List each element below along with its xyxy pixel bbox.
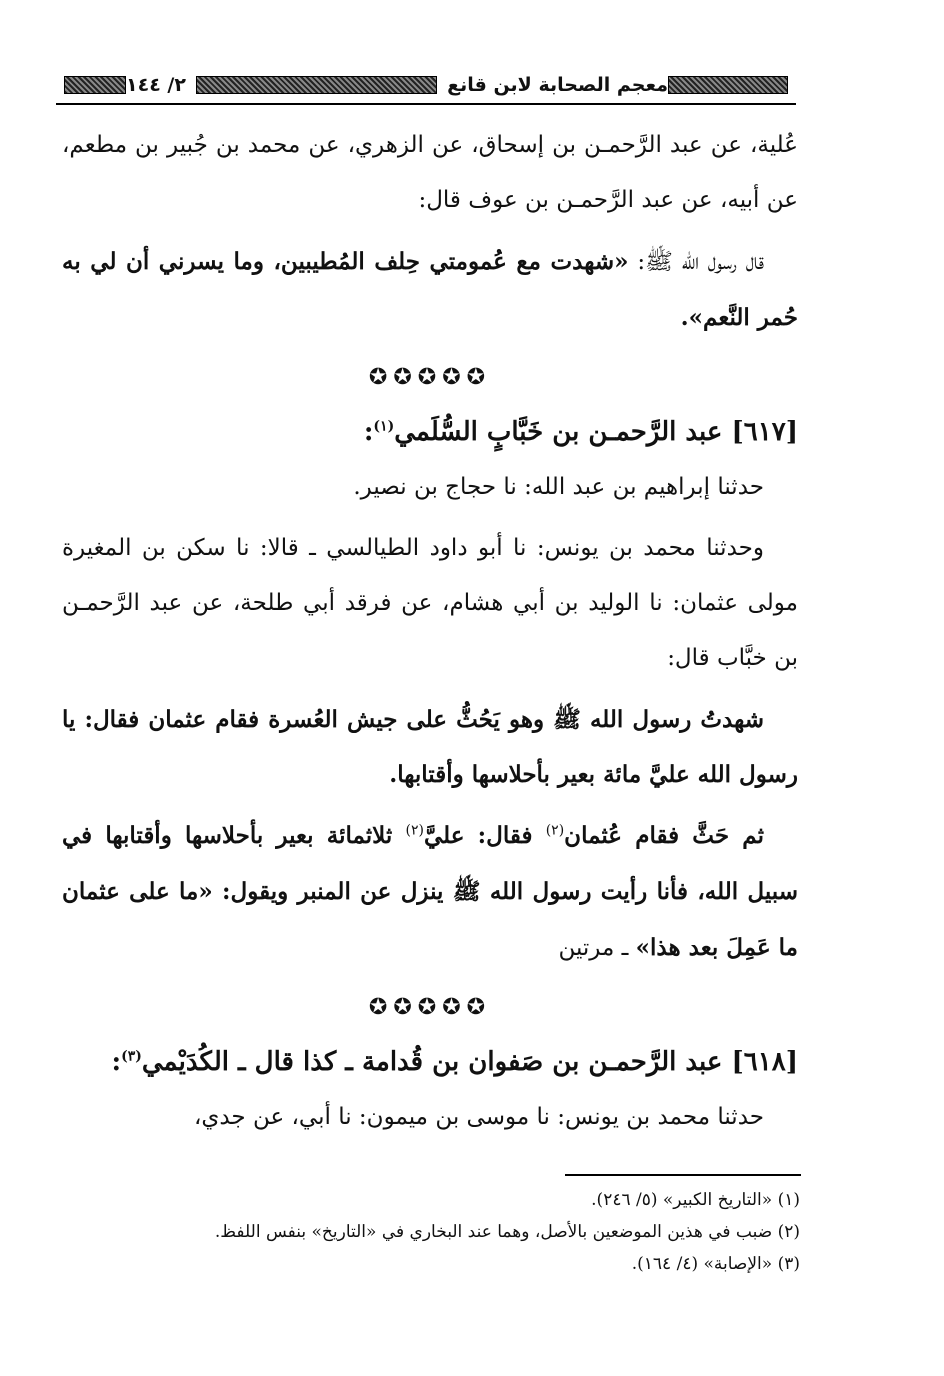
entry-title-618: [٦١٨] عبد الرَّحمـن بن صَفوان بن قُدامة ـ كذا قال ـ الكُدَيْمي (141, 1047, 798, 1077)
hadith3-part-c: ثلاثمائة بعير بأحلاسها وأقتابها في سبيل الله، فأنا رأيت رسول الله ﷺ ينزل عن المنبر ويقول: (62, 822, 798, 905)
page-header (56, 68, 796, 102)
hadith-quote: «شهدت مع عُمومتي حِلف المُطيبين، وما يسرني أن لي به حُمر النَّعم». (62, 248, 798, 331)
paragraph-isnad-3: وحدثنا محمد بن يونس: نا أبو داود الطيالسي ـ قالا: نا سكن بن المغيرة مولى عثمان: نا الوليد بن أبي هشام، عن فرقد أبي طلحة، عن عبد الرَّحمـن بن خبَّاب قال: (62, 535, 798, 671)
paragraph-isnad-2: حدثنا إبراهيم بن عبد الله: نا حجاج بن نصير. (353, 474, 764, 500)
header-rule (56, 103, 796, 105)
section-separator: ✪✪✪✪✪ (368, 365, 492, 390)
entry-heading-618 (62, 1034, 798, 1090)
entry-colon-618: : (111, 1047, 122, 1077)
footnote-ref-2a: (٢) (545, 822, 565, 839)
entry-heading-617 (62, 404, 798, 460)
footnote-1: (١) «التاريخ الكبير» (٥/ ٢٤٦). (591, 1190, 800, 1210)
paragraph-hadith-2: شهدتُ رسول الله ﷺ وهو يَحُثُّ على جيش العُسرة فقام عثمان فقال: يا رسول الله عليَّ مائة بعير بأحلاسها وأقتابها. (62, 706, 798, 788)
hadith3-part-a: ثم حَثَّ فقام عُثمان (564, 822, 764, 849)
paragraph-isnad-1: عُلية، عن عبد الرَّحمـن بن إسحاق، عن الزهري، عن محمد بن جُبير بن مطعم، عن أبيه، عن عبد الرَّحمـن بن عوف قال: (62, 132, 798, 213)
paragraph-hadith-1 (62, 234, 798, 346)
header-ornament-middle (196, 76, 437, 94)
paragraph-hadith-3 (62, 808, 798, 976)
book-title: معجم الصحابة لابن قانع (447, 74, 668, 96)
entry-colon-617: : (363, 417, 374, 447)
footnote-2: (٢) ضبب في هذين الموضعين بالأصل، وهما عند البخاري في «التاريخ» بنفس اللفظ. (214, 1222, 800, 1242)
hadith-lead: قال رسول الله ﷺ: (628, 249, 765, 275)
page-number: ٢/ ١٤٤ (126, 74, 186, 96)
hadith3-quote: «ما على عثمان ما عَمِلَ بعد هذا» (62, 878, 798, 961)
footnotes (110, 1184, 800, 1280)
header-ornament-right (64, 76, 126, 94)
footnote-3: (٣) «الإصابة» (٤/ ١٦٤). (631, 1254, 800, 1274)
footnote-rule (565, 1174, 801, 1176)
main-text (62, 118, 798, 1151)
paragraph-isnad-4: حدثنا محمد بن يونس: نا موسى بن ميمون: نا أبي، عن جدي، (193, 1104, 764, 1130)
footnote-ref-2b: (٢) (405, 822, 424, 839)
footnote-ref-1: (١) (373, 418, 395, 435)
hadith3-part-b: فقال: عليَّ (423, 822, 546, 849)
footnote-ref-3: (٣) (121, 1048, 142, 1065)
hadith3-end: ـ مرتين (558, 935, 636, 961)
entry-title-617: [٦١٧] عبد الرَّحمـن بن خَبَّابٍ السُّلَمي (394, 417, 798, 447)
section-separator-2: ✪✪✪✪✪ (368, 995, 492, 1020)
header-ornament-left (668, 76, 788, 94)
